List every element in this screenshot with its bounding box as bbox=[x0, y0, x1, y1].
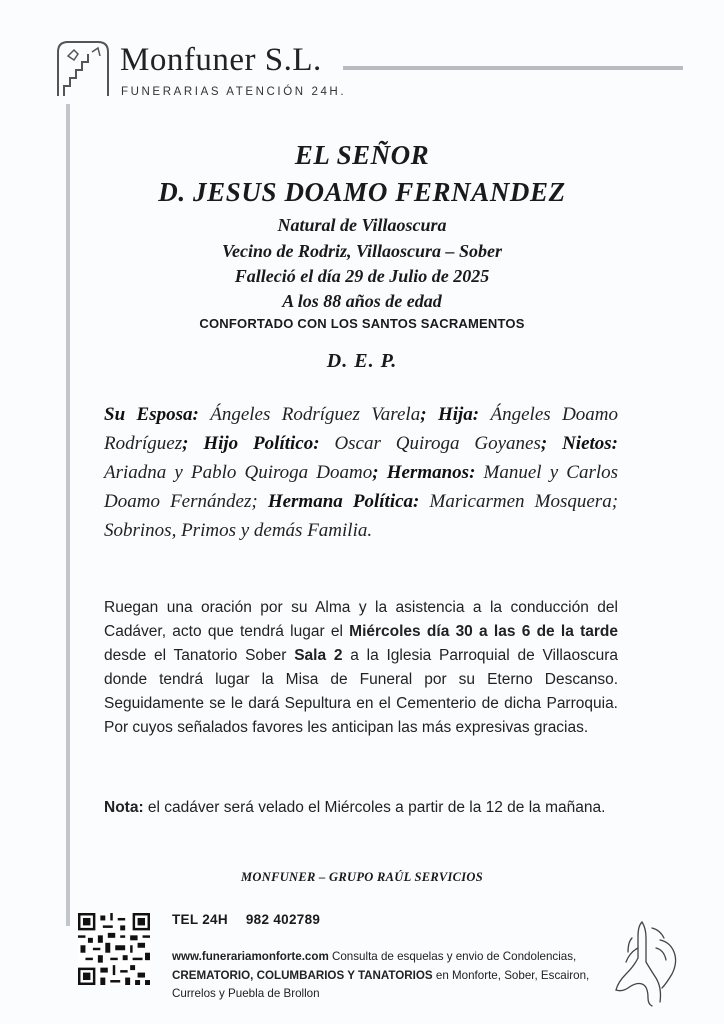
brand-tagline: FUNERARIAS ATENCIÓN 24H. bbox=[121, 86, 347, 98]
nietos-names: Ariadna y Pablo Quiroga Doamo bbox=[104, 462, 373, 483]
phone-line bbox=[172, 912, 320, 927]
esposa-name: Ángeles Rodríguez Varela bbox=[210, 404, 421, 425]
ceremony-text-a: Ruegan una oración por su Alma y la asistencia a la conducción del Cadáver, acto que tendrá lugar el bbox=[104, 599, 618, 640]
ceremony-text-c: a la Iglesia Parroquial de Villaoscura donde tendrá lugar la Misa de Funeral por su Eterno Descanso. Seguidamente se le dará Sepultura en el Cementerio de dicha Parroquia. Por cuyos señalados favores les anticipan las más expresivas gracias. bbox=[104, 647, 618, 736]
note-text: el cadáver será velado el Miércoles a partir de la 12 de la mañana. bbox=[143, 799, 606, 816]
note-paragraph bbox=[104, 796, 618, 820]
birthplace: Natural de Villaoscura bbox=[277, 215, 447, 235]
side-divider bbox=[66, 104, 70, 926]
footer-text-a: Consulta de esquelas y envio de Condolencias, bbox=[328, 950, 577, 963]
phone-label: TEL 24H bbox=[172, 912, 228, 927]
hermana-politica-names: Maricarmen Mosquera; Sobrinos, Primos y demás Familia. bbox=[104, 491, 619, 541]
hijo-politico-label: Hijo Político: bbox=[203, 433, 320, 454]
brand-name: Monfuner S.L. bbox=[120, 42, 322, 78]
group-signature: MONFUNER – GRUPO RAÚL SERVICIOS bbox=[241, 870, 483, 884]
hija-name: Ángeles Doamo Rodríguez bbox=[104, 404, 619, 454]
note-label: Nota: bbox=[104, 799, 144, 816]
ceremony-paragraph bbox=[104, 596, 618, 740]
esposa-label: Su Esposa: bbox=[104, 404, 199, 425]
rip-line: D. E. P. bbox=[326, 350, 398, 372]
website-link[interactable]: www.funerariamonforte.com bbox=[172, 950, 329, 963]
residence: Vecino de Rodriz, Villaoscura – Sober bbox=[221, 241, 503, 261]
ceremony-date: Miércoles día 30 a las 6 de la tarde bbox=[349, 623, 618, 640]
notice-title: EL SEÑOR bbox=[294, 140, 430, 170]
hermana-politica-label: Hermana Política: bbox=[267, 491, 420, 512]
deceased-name: D. JESUS DOAMO FERNANDEZ bbox=[158, 177, 566, 207]
hermanos-names: Manuel y Carlos Doamo Fernández bbox=[104, 462, 619, 512]
footer-text-b: en Monforte, Sober, Escairon, Currelos y Puebla de Brollon bbox=[172, 968, 590, 1000]
sacraments-line: CONFORTADO CON LOS SANTOS SACRAMENTOS bbox=[199, 316, 525, 331]
footer-info bbox=[172, 948, 592, 1004]
qr-code-icon bbox=[78, 913, 150, 985]
monfuner-logo-icon bbox=[52, 38, 114, 98]
age: A los 88 años de edad bbox=[282, 291, 442, 311]
hermanos-label: Hermanos: bbox=[386, 462, 476, 483]
header-divider bbox=[343, 66, 683, 70]
nietos-label: Nietos: bbox=[562, 433, 618, 454]
hijo-politico-name: Oscar Quiroga Goyanes bbox=[334, 433, 541, 454]
praying-hands-icon bbox=[612, 918, 682, 1010]
footer-services: CREMATORIO, COLUMBARIOS Y TANATORIOS bbox=[172, 968, 433, 982]
ceremony-room: Sala 2 bbox=[294, 647, 343, 664]
death-date: Falleció el día 29 de Julio de 2025 bbox=[234, 266, 490, 286]
phone-number[interactable]: 982 402789 bbox=[245, 912, 321, 927]
ceremony-text-b: desde el Tanatorio Sober bbox=[104, 647, 295, 664]
hija-label: Hija: bbox=[437, 404, 480, 425]
family-paragraph: Su Esposa: Ángeles Rodríguez Varela; Hija: Ángeles Doamo Rodríguez; Hijo Político: Oscar Quiroga Goyanes; Nietos: Ariadna y Pablo Quiroga Doamo; Hermanos: Manuel y Carlos Doamo Fernández; Hermana Política: Maricarmen Mosquera; Sobrinos, Primos y demás Familia. bbox=[104, 404, 619, 541]
